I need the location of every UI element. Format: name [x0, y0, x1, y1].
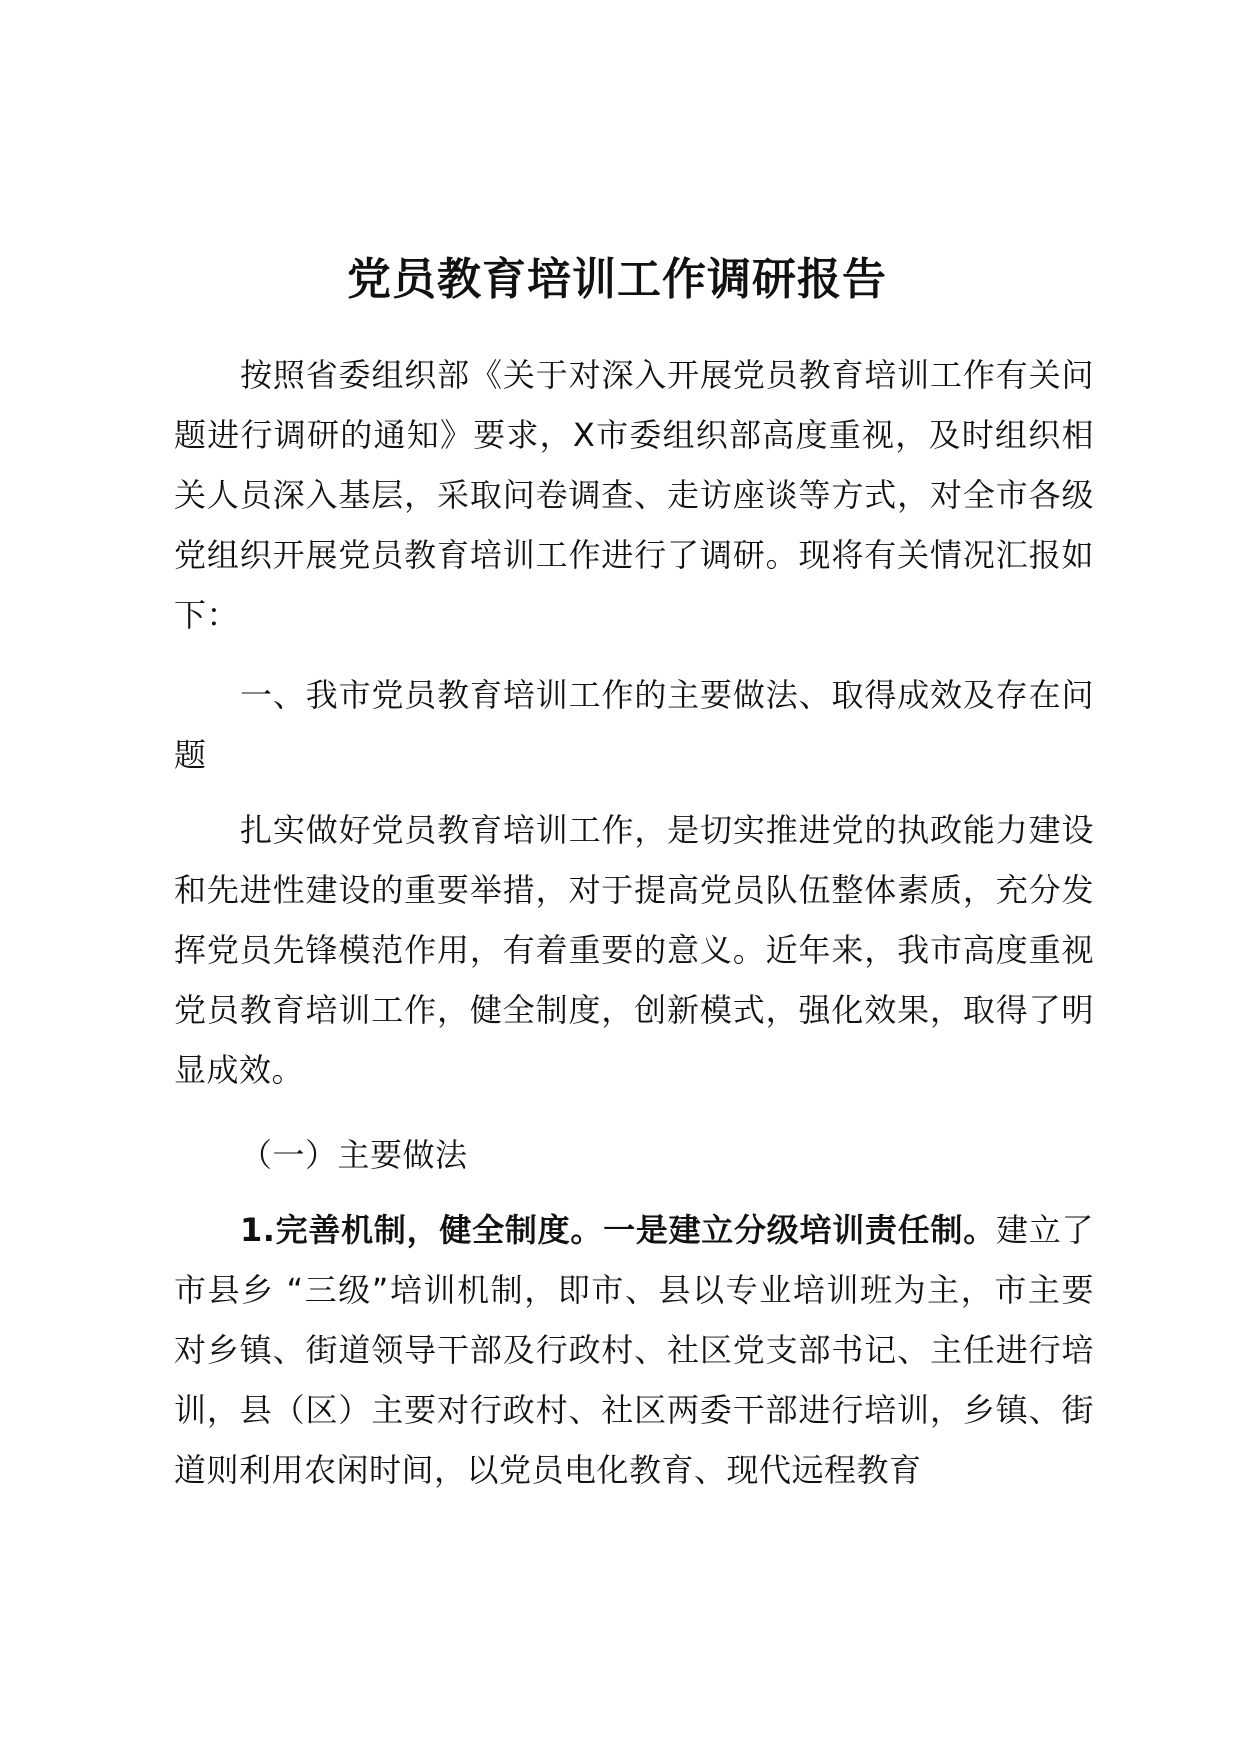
intro-paragraph: 按照省委组织部《关于对深入开展党员教育培训工作有关问题进行调研的通知》要求，X市委组织部高度重视，及时组织相关人员深入基层，采取问卷调查、走访座谈等方式，对全市各级党组织开展党员教育培训工作进行了调研。现将有关情况汇报如下：: [174, 356, 1094, 634]
item-1-paragraph: [174, 1200, 1094, 1500]
item-1-text: 建立了市县乡 “三级”培训机制，即市、县以专业培训班为主，市主要对乡镇、街道领导干部及行政村、社区党支部书记、主任进行培训，县（区）主要对行政村、社区两委干部进行培训，乡镇、街道则利用农闲时间，以党员电化教育、现代远程教育: [174, 1211, 1094, 1489]
section-1-heading: 一、我市党员教育培训工作的主要做法、取得成效及存在问题: [174, 676, 1094, 774]
document-title: 党员教育培训工作调研报告: [347, 254, 887, 305]
section-1-paragraph: 扎实做好党员教育培训工作，是切实推进党的执政能力建设和先进性建设的重要举措，对于提高党员队伍整体素质，充分发挥党员先锋模范作用，有着重要的意义。近年来，我市高度重视党员教育培训工作，健全制度，创新模式，强化效果，取得了明显成效。: [174, 811, 1094, 1089]
item-1-bold-lead: 1.完善机制，健全制度。一是建立分级培训责任制。: [240, 1211, 996, 1249]
subsection-1-heading: （一）主要做法: [240, 1136, 468, 1174]
